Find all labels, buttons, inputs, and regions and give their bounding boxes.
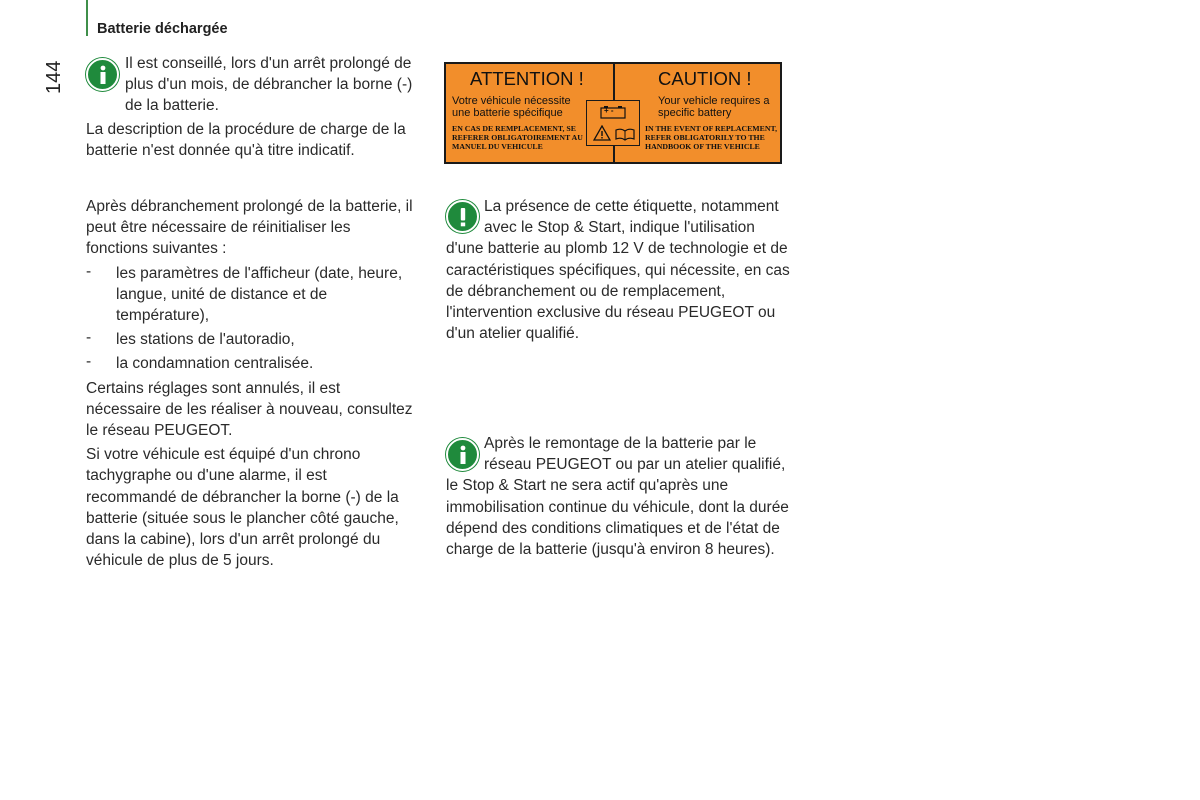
battery-warning-label xyxy=(444,62,782,164)
warning-note-block xyxy=(446,196,791,344)
after-disconnect-text: Après débranchement prolongé de la batterie, il peut être nécessaire de réinitialiser les fonctions suivantes : xyxy=(86,198,413,258)
battery-symbol: + - xyxy=(604,106,614,115)
info-note-2-block xyxy=(446,433,791,560)
page-number: 144 xyxy=(43,60,65,94)
charge-note: La description de la procédure de charge de la batterie n'est donnée qu'à titre indicatif. xyxy=(86,121,406,160)
info-note-1: Il est conseillé, lors d'un arrêt prolongé de plus d'un mois, de débrancher la borne (-) de la batterie. xyxy=(125,55,413,115)
label-small-fr: EN CAS DE REMPLACEMENT, SE REFERER OBLIGATOIREMENT AU MANUEL DU VEHICULE xyxy=(452,124,583,151)
label-symbol-box xyxy=(586,100,640,146)
info-icon xyxy=(86,58,119,91)
warning-note: La présence de cette étiquette, notamment avec le Stop & Start, indique l'utilisation d'une batterie au plomb 12 V de technologie et de caractéristiques spécifiques, qui nécessite, en cas de débranchement ou de remplacement, l'intervention exclusive du réseau PEUGEOT ou d'un atelier qualifié. xyxy=(446,198,790,343)
chrono-note: Si votre véhicule est équipé d'un chrono tachygraphe ou d'une alarme, il est recommandé de débrancher la borne (-) de la batterie (située sous le plancher côté gauche, dans la cabine), lors d'un arrêt prolongé du véhicule de plus de 5 jours. xyxy=(86,446,399,570)
info-note-2: Après le remontage de la batterie par le réseau PEUGEOT ou par un atelier qualifié, le Stop & Start ne sera actif qu'après une immobilisation continue du véhicule, dont la durée dépend des conditions climatiques et de l'état de charge de la batterie (jusqu'à environ 8 heures). xyxy=(446,435,789,559)
label-small-en: IN THE EVENT OF REPLACEMENT, REFER OBLIGATORILY TO THE HANDBOOK OF THE VEHICLE xyxy=(645,124,778,151)
reset-functions-section xyxy=(86,196,416,571)
list-item: - la condamnation centralisée. xyxy=(86,353,314,373)
settings-note: Certains réglages sont annulés, il est nécessaire de les réaliser à nouveau, consultez le réseau PEUGEOT. xyxy=(86,379,413,440)
warning-triangle-icon xyxy=(593,125,611,146)
label-subtext-fr: Votre véhicule nécessite une batterie spécifique xyxy=(452,95,571,119)
list-item: - les paramètres de l'afficheur (date, heure, langue, unité de distance et de température), xyxy=(86,262,403,325)
label-subtext-en: Your vehicle requires a specific battery xyxy=(658,95,770,119)
label-heading-fr: ATTENTION ! xyxy=(470,68,584,89)
manual-book-icon xyxy=(614,127,636,146)
list-item: - les stations de l'autoradio, xyxy=(86,329,295,349)
label-heading-en: CAUTION ! xyxy=(658,68,752,89)
section-title: Batterie déchargée xyxy=(97,21,228,37)
section-marker xyxy=(86,0,88,36)
